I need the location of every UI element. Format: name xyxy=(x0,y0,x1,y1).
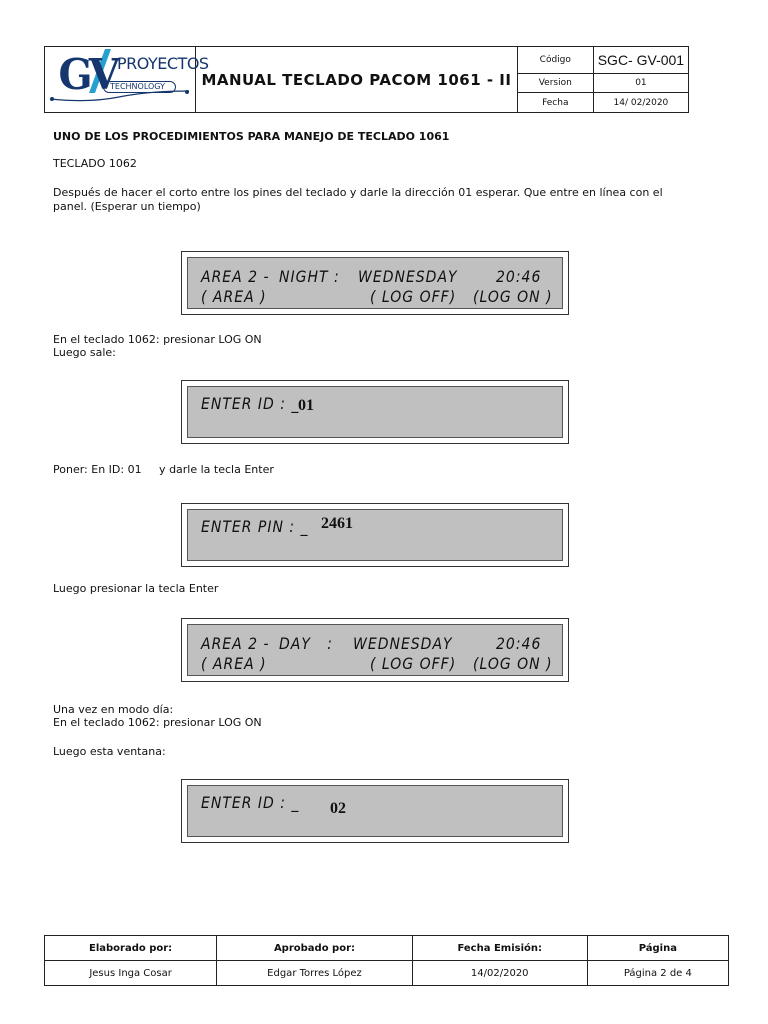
elaborado-label: Elaborado por: xyxy=(45,936,217,961)
step-day-1: Una vez en modo día: xyxy=(53,703,174,716)
fecha-value: 14/ 02/2020 xyxy=(593,93,688,113)
step-day-2: En el teclado 1062: presionar LOG ON xyxy=(53,716,262,729)
logo-cell xyxy=(45,47,209,113)
lcd-area: AREA 2 - xyxy=(201,635,270,654)
logo-brand: PROYECTOS xyxy=(117,54,209,73)
document-footer xyxy=(44,935,729,986)
lcd-area: AREA 2 - xyxy=(201,268,270,287)
pagina-value: Página 2 de 4 xyxy=(587,961,728,986)
lcd-display-day xyxy=(181,618,569,682)
lcd-screen xyxy=(187,386,563,438)
lcd-screen xyxy=(187,624,563,676)
lcd-display-night xyxy=(181,251,569,315)
elaborado-value: Jesus Inga Cosar xyxy=(45,961,217,986)
lcd-screen xyxy=(187,509,563,561)
intro-line-1: Después de hacer el corto entre los pines del teclado y darle la dirección 01 esperar. Que entre en línea con el xyxy=(53,186,663,199)
pagina-label: Página xyxy=(587,936,728,961)
aprobado-label: Aprobado por: xyxy=(217,936,413,961)
company-logo xyxy=(45,47,209,112)
logo-initials: GV xyxy=(58,50,116,99)
step-enter: Luego presionar la tecla Enter xyxy=(53,582,219,595)
lcd-display-enter-pin xyxy=(181,503,569,567)
logo-subtitle: TECHNOLOGY xyxy=(103,81,176,93)
lcd-screen xyxy=(187,257,563,309)
fecha-emision-value: 14/02/2020 xyxy=(412,961,587,986)
lcd-logon-key: (LOG ON ) xyxy=(473,288,553,307)
step-logon-2: Luego sale: xyxy=(53,346,116,359)
step-logon-1: En el teclado 1062: presionar LOG ON xyxy=(53,333,262,346)
document-header xyxy=(44,46,689,113)
lcd-display-enter-id-2 xyxy=(181,779,569,843)
keypad-model: TECLADO 1062 xyxy=(53,157,137,170)
step-window: Luego esta ventana: xyxy=(53,745,166,758)
fecha-label: Fecha xyxy=(517,93,593,113)
lcd-logoff-key: ( LOG OFF) xyxy=(370,655,457,674)
lcd-mode: NIGHT : xyxy=(279,268,340,287)
lcd-time: 20:46 xyxy=(496,635,542,654)
lcd-display-enter-id xyxy=(181,380,569,444)
aprobado-value: Edgar Torres López xyxy=(217,961,413,986)
step-id: Poner: En ID: 01 y darle la tecla Enter xyxy=(53,463,274,476)
lcd-screen xyxy=(187,785,563,837)
lcd-mode: DAY : xyxy=(279,635,333,654)
version-label: Version xyxy=(517,73,593,93)
lcd-typed-value: 01 xyxy=(298,397,314,414)
codigo-label: Código xyxy=(517,47,593,74)
section-heading: UNO DE LOS PROCEDIMIENTOS PARA MANEJO DE TECLADO 1061 xyxy=(53,130,450,143)
fecha-emision-label: Fecha Emisión: xyxy=(412,936,587,961)
lcd-prompt: ENTER PIN : _ xyxy=(201,518,309,537)
intro-line-2: panel. (Esperar un tiempo) xyxy=(53,200,201,213)
lcd-prompt: ENTER ID : _ xyxy=(201,395,300,414)
lcd-time: 20:46 xyxy=(496,268,542,287)
lcd-day: WEDNESDAY xyxy=(353,635,453,654)
lcd-logon-key: (LOG ON ) xyxy=(473,655,553,674)
logo-swoosh xyxy=(49,89,191,103)
lcd-day: WEDNESDAY xyxy=(358,268,458,287)
lcd-logoff-key: ( LOG OFF) xyxy=(370,288,457,307)
codigo-value: SGC- GV-001 xyxy=(593,47,688,74)
lcd-typed-value: 02 xyxy=(330,800,346,817)
lcd-area-key: ( AREA ) xyxy=(201,288,267,307)
lcd-area-key: ( AREA ) xyxy=(201,655,267,674)
lcd-typed-value: 2461 xyxy=(321,515,353,532)
version-value: 01 xyxy=(593,73,688,93)
lcd-prompt: ENTER ID : _ xyxy=(201,794,300,813)
document-title: MANUAL TECLADO PACOM 1061 - II xyxy=(196,47,517,113)
